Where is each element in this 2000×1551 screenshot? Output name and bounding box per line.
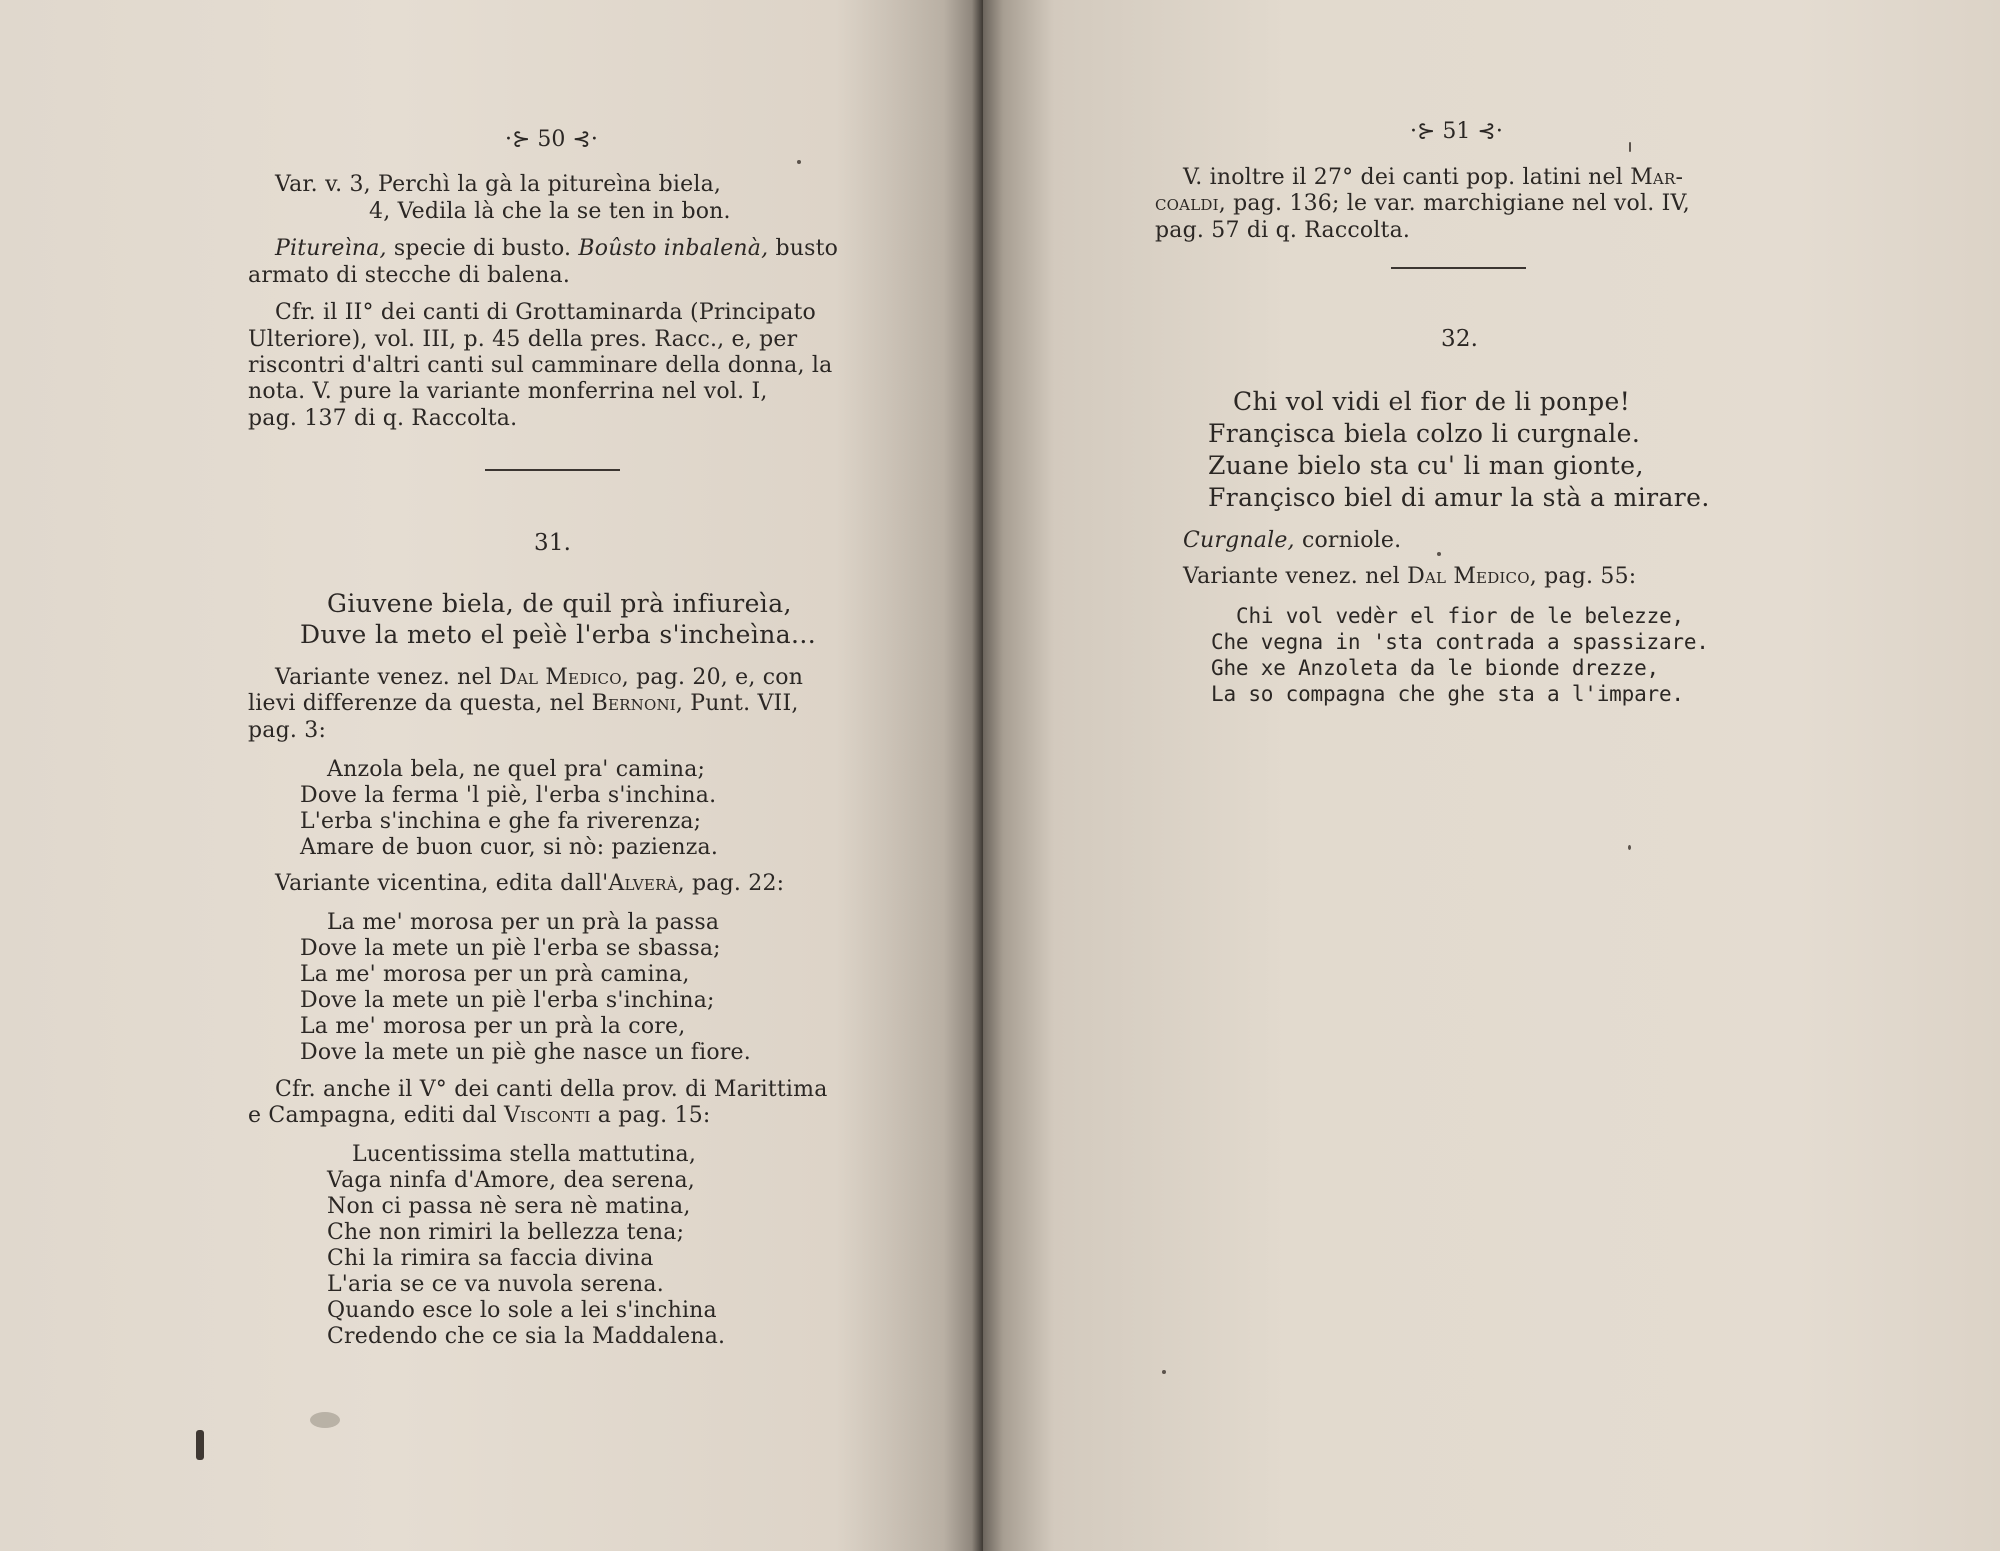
gloss-term: Pitureìna,: [275, 236, 387, 261]
song-line: Duve la meto el peìè l'erba s'incheìna...: [300, 620, 817, 649]
cfr-line: Cfr. il II° dei canti di Grottaminarda (Principato: [275, 300, 816, 325]
ornament-left: ·⊱: [505, 127, 538, 152]
text-run: e Campagna, editi dal: [248, 1103, 505, 1128]
paper-stain: [310, 1412, 340, 1428]
song-line: Françisco biel di amur la stà a mirare.: [1208, 483, 1710, 512]
author-name: Bernoni: [591, 691, 676, 716]
text-run: lievi differenze da questa, nel: [248, 691, 592, 716]
ornament-right: ⊰·: [565, 127, 598, 152]
ornament-left: ·⊱: [1410, 119, 1443, 144]
variant-line-2: 4, Vedila là che la se ten in bon.: [369, 199, 731, 224]
gloss-def: specie di busto.: [386, 236, 579, 261]
song-line: Giuvene biela, de quil prà infiureìa,: [327, 589, 792, 618]
text-run: Variante venez. nel: [1183, 564, 1408, 589]
marittima-verse: Chi la rimira sa faccia divina: [327, 1246, 654, 1271]
vicentina-verse: Dove la mete un piè l'erba s'inchina;: [300, 988, 715, 1013]
venez-verse: Che vegna in 'sta contrada a spassizare.: [1211, 630, 1709, 654]
cfr-line: nota. V. pure la variante monferrina nel vol. I,: [248, 379, 768, 404]
author-name: coaldi: [1155, 191, 1219, 216]
section-divider: [1391, 267, 1526, 269]
left-page-number: [505, 127, 598, 152]
paper-speck: [797, 160, 801, 164]
marittima-verse: Vaga ninfa d'Amore, dea serena,: [327, 1168, 695, 1193]
marittima-verse: Non ci passa nè sera nè matina,: [327, 1194, 691, 1219]
intro-line-1: [1183, 165, 1683, 191]
page-number-51: 51: [1442, 119, 1471, 144]
gloss-def: busto: [768, 236, 839, 261]
marittima-verse: Credendo che ce sia la Maddalena.: [327, 1324, 726, 1349]
author-name: Mar-: [1630, 165, 1684, 190]
vicentina-verse: Dove la mete un piè l'erba se sbassa;: [300, 936, 721, 961]
song-number-31: 31.: [534, 530, 572, 556]
text-run: V. inoltre il 27° dei canti pop. latini nel: [1183, 165, 1631, 190]
marittima-intro-line-1: Cfr. anche il V° dei canti della prov. di Marittima: [275, 1077, 828, 1102]
text-run: a pag. 15:: [590, 1103, 711, 1128]
paper-speck: [1437, 552, 1441, 556]
gloss-line: [1183, 528, 1401, 554]
venez-verse: La so compagna che ghe sta a l'impare.: [1211, 682, 1684, 706]
author-name: Dal Medico: [1407, 564, 1530, 589]
right-page-number: [1410, 119, 1503, 144]
marittima-intro-line-2: [248, 1103, 711, 1129]
song-line: Chi vol vidi el fior de li ponpe!: [1233, 387, 1631, 416]
right-page: [983, 0, 2000, 1551]
song-line: Françisca biela colzo li curgnale.: [1208, 419, 1641, 448]
text-run: , pag. 55:: [1529, 564, 1637, 589]
vicentina-verse: La me' morosa per un prà camina,: [300, 962, 690, 987]
text-run: Variante vicentina, edita dall': [275, 871, 609, 896]
paper-stain: [196, 1430, 204, 1460]
section-divider: [485, 469, 620, 471]
vicentina-verse: Dove la mete un piè ghe nasce un fiore.: [300, 1040, 751, 1065]
venez-intro-line-2: [248, 691, 799, 717]
gloss-line-2: armato di stecche di balena.: [248, 263, 571, 288]
text-run: Variante venez. nel: [275, 665, 500, 690]
text-run: , pag. 20, e, con: [621, 665, 804, 690]
paper-speck: [1628, 845, 1631, 850]
song-number-32: 32.: [1441, 326, 1479, 352]
author-name: Visconti: [504, 1103, 591, 1128]
venez-verse: Ghe xe Anzoleta da le bionde drezze,: [1211, 656, 1659, 680]
left-page: [0, 0, 983, 1551]
page-number-50: 50: [537, 127, 566, 152]
vicentina-intro: [275, 871, 784, 897]
vicentina-verse: La me' morosa per un prà la passa: [327, 910, 720, 935]
venez-verse: Dove la ferma 'l piè, l'erba s'inchina.: [300, 783, 717, 808]
venez-verse: Anzola bela, ne quel pra' camina;: [327, 757, 706, 782]
vicentina-verse: La me' morosa per un prà la core,: [300, 1014, 686, 1039]
venez-intro-line-3: pag. 3:: [248, 718, 327, 743]
paper-speck: [1162, 1370, 1166, 1374]
gloss-term: Boûsto inbalenà,: [578, 236, 769, 261]
venez-verse: L'erba s'inchina e ghe fa riverenza;: [300, 809, 702, 834]
cfr-line: Ulteriore), vol. III, p. 45 della pres. Racc., e, per: [248, 327, 798, 352]
venez-verse: Chi vol vedèr el fior de le belezze,: [1236, 604, 1684, 628]
marittima-verse: Che non rimiri la bellezza tena;: [327, 1220, 685, 1245]
paper-speck: [1629, 142, 1631, 152]
text-run: , pag. 136; le var. marchigiane nel vol. IV,: [1218, 191, 1690, 216]
marittima-verse: Quando esce lo sole a lei s'inchina: [327, 1298, 717, 1323]
gloss-term: Curgnale,: [1183, 528, 1295, 553]
gloss-line-1: [275, 236, 838, 262]
text-run: , pag. 22:: [677, 871, 785, 896]
variant-line-1: Var. v. 3, Perchì la gà la pitureìna biela,: [275, 172, 722, 197]
intro-line-2: [1155, 191, 1690, 217]
marittima-verse: L'aria se ce va nuvola serena.: [327, 1272, 664, 1297]
gloss-def: corniole.: [1294, 528, 1402, 553]
marittima-verse: Lucentissima stella mattutina,: [352, 1142, 697, 1167]
venez-verse: Amare de buon cuor, si nò: pazienza.: [300, 835, 719, 860]
ornament-right: ⊰·: [1470, 119, 1503, 144]
author-name: Alverà: [608, 871, 678, 896]
cfr-line: pag. 137 di q. Raccolta.: [248, 406, 518, 431]
venez-intro: [1183, 564, 1636, 590]
venez-intro-line-1: [275, 665, 803, 691]
cfr-line: riscontri d'altri canti sul camminare della donna, la: [248, 353, 833, 378]
author-name: Dal Medico: [499, 665, 622, 690]
text-run: , Punt. VII,: [675, 691, 799, 716]
song-line: Zuane bielo sta cu' li man gionte,: [1208, 451, 1644, 480]
intro-line-3: pag. 57 di q. Raccolta.: [1155, 218, 1411, 243]
